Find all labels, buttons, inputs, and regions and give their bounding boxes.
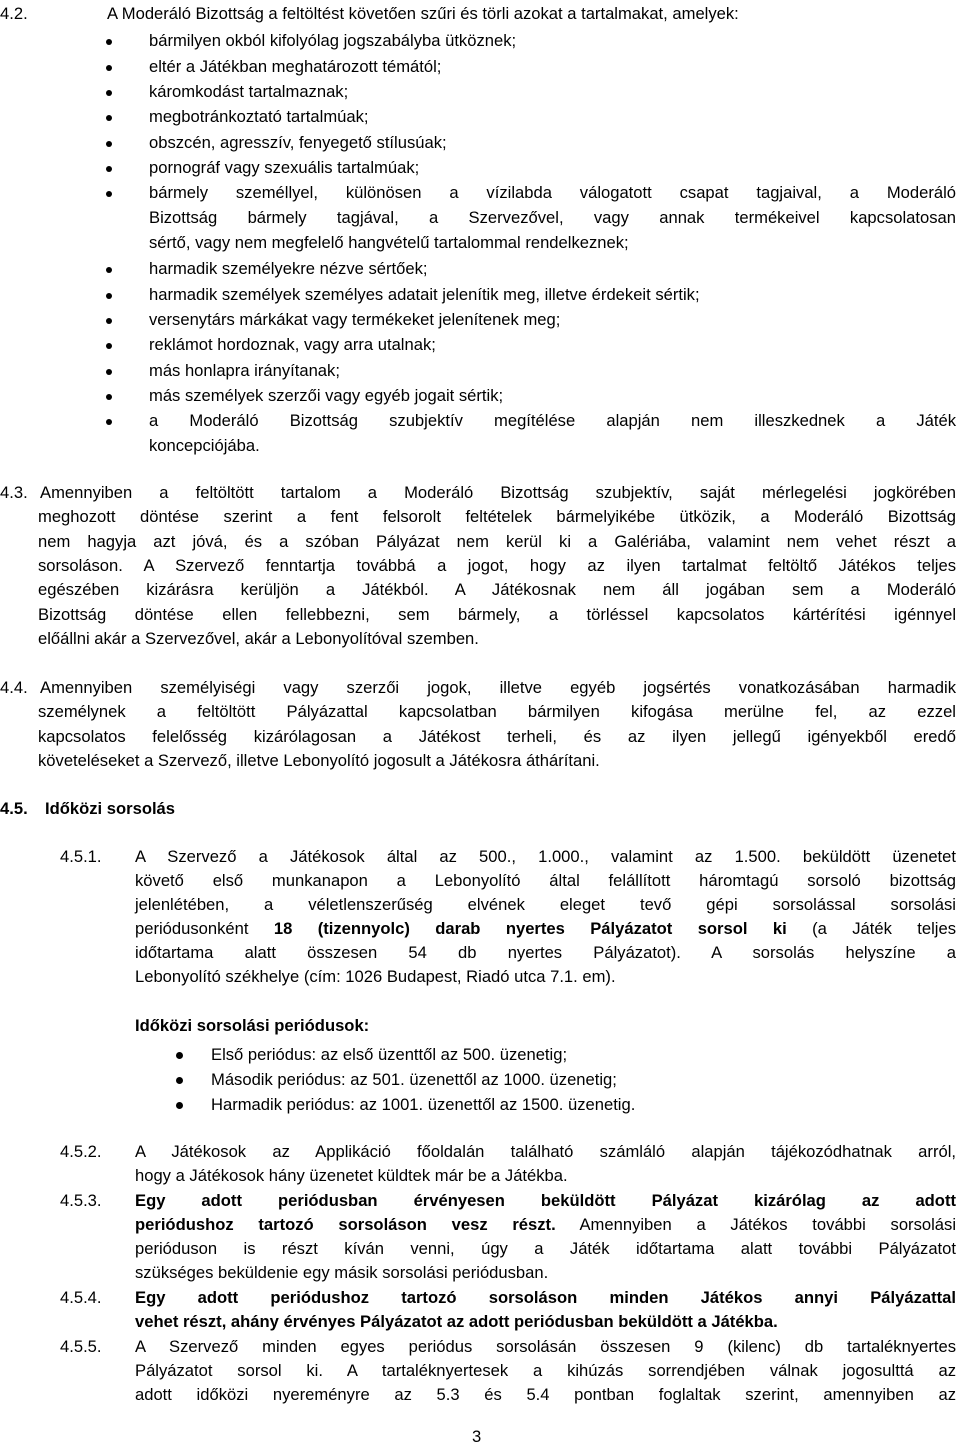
section-number-4-5-5: 4.5.5.	[60, 1337, 102, 1356]
text-line: meghozott döntése szerint a fent felsorolt feltételek bármelyikébe ütközik, a Moderáló Bizottság	[38, 507, 956, 527]
text-line: Egy adott periódushoz tartozó sorsoláson minden Játékos annyi Pályázattal	[135, 1288, 956, 1307]
bullet-icon	[106, 141, 112, 147]
text-line: követeléseket a Szervező, illetve Lebonyolító jogosult a Játékosra áthárítani.	[38, 750, 600, 770]
section-number-4-5-1: 4.5.1.	[60, 847, 102, 866]
bullet-icon	[106, 419, 112, 425]
text-line: követő első munkanapon a Lebonyolító által felállított háromtagú sorsoló bizottság	[135, 871, 956, 890]
text-line: Pályázatot sorsol ki. A tartaléknyertesek a kihúzás sorrendjében válnak jogosulttá az	[135, 1361, 956, 1380]
bullet-item: pornográf vagy szexuális tartalmúak;	[149, 158, 420, 177]
bullet-icon	[106, 267, 112, 273]
text-line: periódusonként 18 (tizennyolc) darab nyertes Pályázatot sorsol ki (a Játék teljes	[135, 919, 957, 938]
text-line: sorsoláson. A Szervező fenntartja továbbá a jogot, hogy az ilyen tartalmat feltöltő Játékos teljes	[38, 555, 956, 575]
bullet-icon	[106, 369, 112, 375]
bullet-icon	[106, 293, 112, 299]
bullet-item: a Moderáló Bizottság szubjektív megítélése alapján nem illeszkednek a Játék	[149, 411, 956, 430]
period-item: Harmadik periódus: az 1001. üzenettől az 1500. üzenetig.	[211, 1095, 636, 1114]
bullet-icon	[106, 318, 112, 324]
text-line: Amennyiben személyiségi vagy szerzői jogok, illetve egyéb jogsértés vonatkozásában harmadik	[40, 678, 956, 697]
text-line: szükséges beküldenie egy másik sorsolási periódusban.	[135, 1263, 549, 1282]
text-line: jelenlétében, a véletlenszerűség elvének eleget tevő gépi sorsolással sorsolási	[135, 895, 956, 914]
bullet-icon	[106, 65, 112, 71]
bullet-icon	[106, 90, 112, 96]
section-number-4-5-2: 4.5.2.	[60, 1142, 102, 1161]
section-number-4-5: 4.5.	[0, 799, 28, 818]
bullet-item: bármilyen okból kifolyólag jogszabályba ütköznek;	[149, 31, 517, 50]
text-line: kapcsolatos felelősség kizárólagosan a Játékost terheli, és az ilyen jellegű igényekből eredő	[38, 726, 956, 746]
bullet-item: Bizottság bármely tagjával, a Szervezővel, vagy annak termékeivel kapcsolatosan	[149, 208, 956, 227]
text-line: periódushoz tartozó sorsoláson vesz részt. Amennyiben a Játékos további sorsolási	[135, 1215, 957, 1234]
bold-phrase: periódushoz tartozó sorsoláson vesz részt.	[135, 1215, 556, 1234]
section-number-4-4: 4.4.	[0, 678, 28, 697]
bullet-item: sértő, vagy nem megfelelő hangvételű tartalommal rendelkeznek;	[149, 233, 629, 252]
section-number-4-2: 4.2.	[0, 4, 28, 23]
bullet-item: megbotránkoztató tartalmúak;	[149, 107, 369, 126]
section-4-2-intro: A Moderáló Bizottság a feltöltést követően szűri és törli azokat a tartalmakat, amelyek:	[107, 4, 739, 23]
text-line: hogy a Játékosok hány üzenetet küldtek már be a Játékba.	[135, 1166, 568, 1185]
text-line: Lebonyolító székhelye (cím: 1026 Budapest, Riadó utca 7.1. em).	[135, 967, 616, 986]
bullet-item: versenytárs márkákat vagy termékeket jelenítenek meg;	[149, 310, 561, 329]
period-item: Második periódus: az 501. üzenettől az 1000. üzenetig;	[211, 1070, 617, 1089]
text-line: egészében kizárásra kerüljön a Játékból. A Játékosnak nem áll jogában sem a Moderáló	[38, 580, 956, 600]
bullet-item: káromkodást tartalmaznak;	[149, 82, 349, 101]
periods-title: Időközi sorsolási periódusok:	[135, 1016, 370, 1035]
text-line: időtartama alatt összesen 54 db nyertes Pályázatot). A sorsolás helyszíne a	[135, 943, 956, 962]
text-line: adott időközi nyereményre az 5.3 és 5.4 pontban foglaltak szerint, amennyiben az	[135, 1385, 956, 1404]
text-line: Egy adott periódusban érvényesen beküldött Pályázat kizárólag az adott	[135, 1191, 956, 1210]
text-line: előállni akár a Szervezővel, akár a Lebonyolítóval szemben.	[38, 628, 479, 648]
bullet-item: obszcén, agresszív, fenyegető stílusúak;	[149, 133, 447, 152]
bullet-icon	[106, 343, 112, 349]
bullet-icon	[176, 1052, 183, 1059]
page-number: 3	[472, 1427, 482, 1446]
bullet-item: bármely személlyel, különösen a vízilabda válogatott csapat tagjaival, a Moderáló	[149, 183, 956, 202]
bullet-item: reklámot hordoznak, vagy arra utalnak;	[149, 335, 436, 354]
bullet-item: más személyek szerzői vagy egyéb jogait sértik;	[149, 386, 504, 405]
bullet-icon	[176, 1102, 183, 1109]
text-line: személynek a feltöltött Pályázattal kapcsolatban bármilyen kifogása merülne fel, az ezzel	[38, 702, 956, 722]
text-line: A Szervező a Játékosok által az 500., 1.000., valamint az 1.500. beküldött üzenetet	[135, 847, 956, 866]
bullet-icon	[106, 191, 112, 197]
bullet-icon	[106, 394, 112, 400]
bullet-icon	[106, 115, 112, 121]
section-number-4-5-4: 4.5.4.	[60, 1288, 102, 1307]
section-number-4-5-3: 4.5.3.	[60, 1191, 102, 1210]
bullet-item: koncepciójába.	[149, 436, 260, 455]
text-line: Amennyiben a feltöltött tartalom a Moderáló Bizottság szubjektív, saját mérlegelési jogkörében	[40, 483, 956, 502]
text-line: A Játékosok az Applikáció főoldalán található számláló alapján tájékozódhatnak arról,	[135, 1142, 956, 1161]
section-number-4-3: 4.3.	[0, 483, 28, 502]
bullet-icon	[106, 39, 112, 45]
bold-phrase: 18 (tizennyolc) darab nyertes Pályázatot sorsol ki	[273, 919, 787, 938]
bullet-icon	[176, 1077, 183, 1084]
text-line: vehet részt, ahány érvényes Pályázatot az adott periódusban beküldött a Játékba.	[135, 1312, 778, 1331]
text-line: nem hagyja azt jóvá, és a szóban Pályázat nem kerül ki a Galériába, valamint nem vehet részt a	[38, 531, 956, 551]
bullet-item: más honlapra irányítanak;	[149, 361, 340, 380]
period-item: Első periódus: az első üzenttől az 500. üzenetig;	[211, 1045, 568, 1064]
text-line: A Szervező minden egyes periódus sorsolásán összesen 9 (kilenc) db tartaléknyertes	[135, 1337, 956, 1356]
bullet-item: harmadik személyek személyes adatait jelenítik meg, illetve érdekeit sértik;	[149, 285, 700, 304]
bullet-item: eltér a Játékban meghatározott témától;	[149, 57, 442, 76]
text-line: perióduson is részt kíván venni, úgy a Játék időtartama alatt további Pályázatot	[135, 1239, 956, 1258]
bullet-icon	[106, 166, 112, 172]
bullet-item: harmadik személyekre nézve sértőek;	[149, 259, 428, 278]
text-line: Bizottság döntése ellen fellebbezni, sem bármely, a törléssel kapcsolatos kártérítési igénnyel	[38, 604, 956, 624]
section-4-5-title: Időközi sorsolás	[45, 799, 176, 818]
